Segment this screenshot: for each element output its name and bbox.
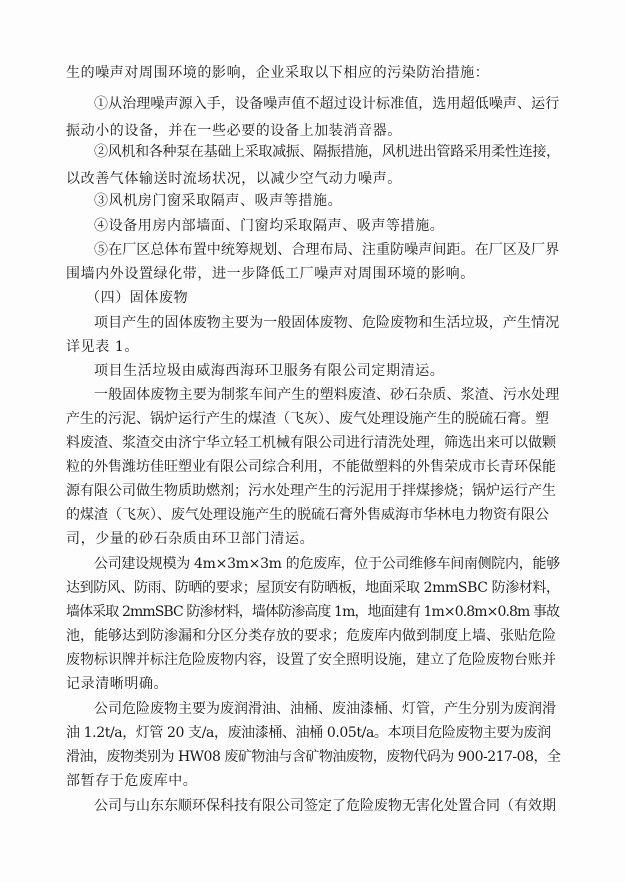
- text-line: 墙体采取 2mmSBC 防渗材料，墙体防渗高度 1m，地面建有 1m×0.8m×0.8m 事故: [66, 604, 560, 620]
- text-line: 项目生活垃圾由威海西海环卫服务有限公司定期清运。: [94, 363, 445, 379]
- text-line: 记录清晰明确。: [66, 676, 169, 692]
- text-line: 部暂存于危废库中。: [66, 773, 198, 789]
- text-line: 公司与山东东顺环保科技有限公司签定了危险废物无害化处置合同（有效期: [94, 798, 556, 814]
- text-line: 达到防风、防雨、防晒的要求；屋顶安有防晒板，地面采取 2mmSBC 防渗材料，: [66, 580, 560, 596]
- text-line: 司，少量的砂石杂质由环卫部门清运。: [66, 531, 315, 547]
- text-line: 池，能够达到防渗漏和分区分类存放的要求；危废库内做到制度上墙、张贴危险: [66, 628, 556, 644]
- text-line: 振动小的设备，并在一些必要的设备上加装消音器。: [66, 123, 402, 139]
- text-line: 公司建设规模为 4m×3m×3m 的危废库，位于公司维修车间南侧院内，能够: [94, 556, 560, 572]
- text-line: 源有限公司做生物质助燃剂；污水处理产生的污泥用于拌煤掺烧；锅炉运行产生: [66, 483, 556, 499]
- text-line: 一般固体废物主要为制浆车间产生的塑料废渣、砂石杂质、浆渣、污水处理: [94, 387, 560, 403]
- text-line: 生的噪声对周围环境的影响，企业采取以下相应的污染防治措施：: [66, 65, 490, 81]
- text-line: ③风机房门窗采取隔声、吸声等措施。: [94, 193, 343, 209]
- text-line: 项目产生的固体废物主要为一般固体废物、危险废物和生活垃圾，产生情况: [94, 315, 560, 331]
- text-line: 油 1.2t/a，灯管 20 支/a，废油漆桶、油桶 0.05t/a。本项目危险废物主要为废润: [66, 725, 551, 741]
- text-line: ④设备用房内部墙面、门窗均采取隔声、吸声等措施。: [94, 218, 445, 234]
- text-line: 的煤渣（飞灰）、废气处理设施产生的脱硫石膏外售威海市华林电力物资有限公: [66, 507, 549, 523]
- text-line: ①从治理噪声源入手，设备噪声值不超过设计标准值，选用超低噪声、运行: [94, 96, 560, 112]
- text-line: 以改善气体输送时流场状况，以减少空气动力噪声。: [66, 171, 402, 187]
- section-heading: （四）固体废物: [86, 290, 189, 306]
- text-line: 详见表 1。: [66, 339, 139, 355]
- text-line: 围墙内外设置绿化带，进一步降低工厂噪声对周围环境的影响。: [66, 266, 475, 282]
- text-line: 料废渣、浆渣交由济宁华立轻工机械有限公司进行清洗处理，筛选出来可以做颗: [66, 435, 556, 451]
- text-line: ⑤在厂区总体布置中统筹规划、合理布局、注重防噪声间距。在厂区及厂界: [94, 242, 560, 258]
- text-line: 废物标识牌并标注危险废物内容，设置了安全照明设施，建立了危险废物台账并: [66, 652, 556, 668]
- text-line: 粒的外售潍坊佳旺塑业有限公司综合利用，不能做塑料的外售荣成市长青环保能: [66, 459, 556, 475]
- text-line: 公司危险废物主要为废润滑油、油桶、废油漆桶、灯管，产生分别为废润滑: [94, 701, 556, 717]
- text-line: ②风机和各种泵在基础上采取减振、隔振措施，风机进出管路采用柔性连接，: [94, 144, 560, 160]
- text-line: 产生的污泥、锅炉运行产生的煤渣（飞灰）、废气处理设施产生的脱硫石膏。塑: [66, 411, 549, 427]
- text-line: 滑油，废物类别为 HW08 废矿物油与含矿物油废物，废物代码为 900-217-08，全: [66, 749, 561, 765]
